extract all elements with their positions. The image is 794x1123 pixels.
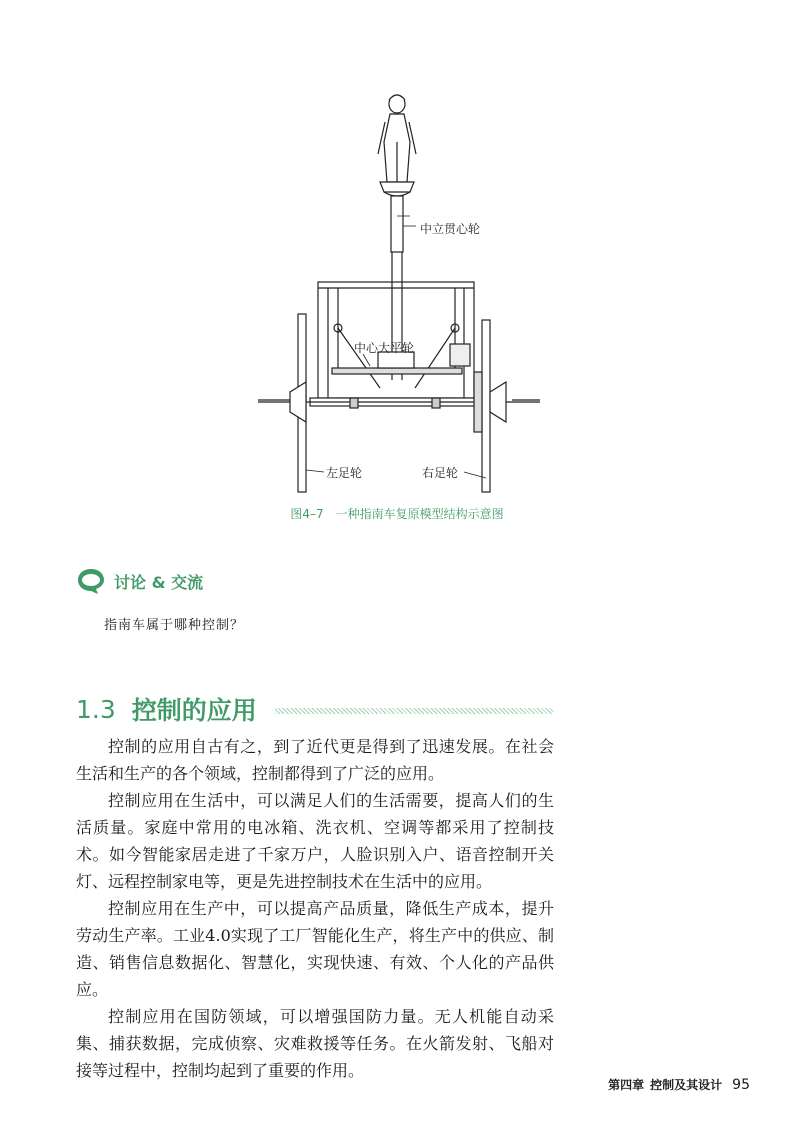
section-rule (275, 708, 554, 714)
page-number: 95 (732, 1077, 750, 1093)
paragraph: 控制的应用自古有之，到了近代更是得到了迅速发展。在社会生活和生产的各个领域，控制都得到了广泛的应用。 (76, 737, 554, 783)
section-title: 控制的应用 (131, 696, 257, 725)
section-heading (76, 692, 554, 726)
paragraph: 控制应用在生活中，可以满足人们的生活需要，提高人们的生活质量。家庭中常用的电冰箱、洗衣机、空调等都采用了控制技术。如今智能家居走进了千家万户，人脸识别入户、语音控制开关灯、远程控制家电等，更是先进控制技术在生活中的应用。 (76, 791, 554, 891)
body-text (76, 733, 554, 1084)
figure-caption: 图4–7 一种指南车复原模型结构示意图 (290, 507, 504, 521)
speech-bubble-icon (76, 566, 106, 596)
label-left-wheel: 左足轮 (326, 466, 363, 480)
chariot-diagram (250, 82, 550, 502)
discussion-header (76, 566, 203, 596)
footer-chapter: 第四章 (608, 1078, 645, 1092)
section-number: 1.3 (76, 694, 116, 724)
discussion-question: 指南车属于哪种控制？ (104, 618, 245, 633)
label-central-axle: 中立贯心轮 (420, 222, 481, 236)
page-footer (608, 1076, 750, 1093)
discussion-title: 讨论 & 交流 (114, 572, 204, 592)
south-pointing-chariot-figure (250, 82, 550, 502)
label-right-wheel: 右足轮 (422, 466, 459, 480)
paragraph: 控制应用在生产中，可以提高产品质量，降低生产成本，提升劳动生产率。工业4.0实现了工厂智能化生产，将生产中的供应、制造、销售信息数据化、智慧化，实现快速、有效、个人化的产品供应。 (76, 899, 554, 999)
footer-title: 控制及其设计 (650, 1078, 723, 1092)
label-central-gear: 中心大平轮 (354, 341, 415, 355)
paragraph: 控制应用在国防领域，可以增强国防力量。无人机能自动采集、捕获数据，完成侦察、灾难救援等任务。在火箭发射、飞船对接等过程中，控制均起到了重要的作用。 (76, 1007, 554, 1080)
